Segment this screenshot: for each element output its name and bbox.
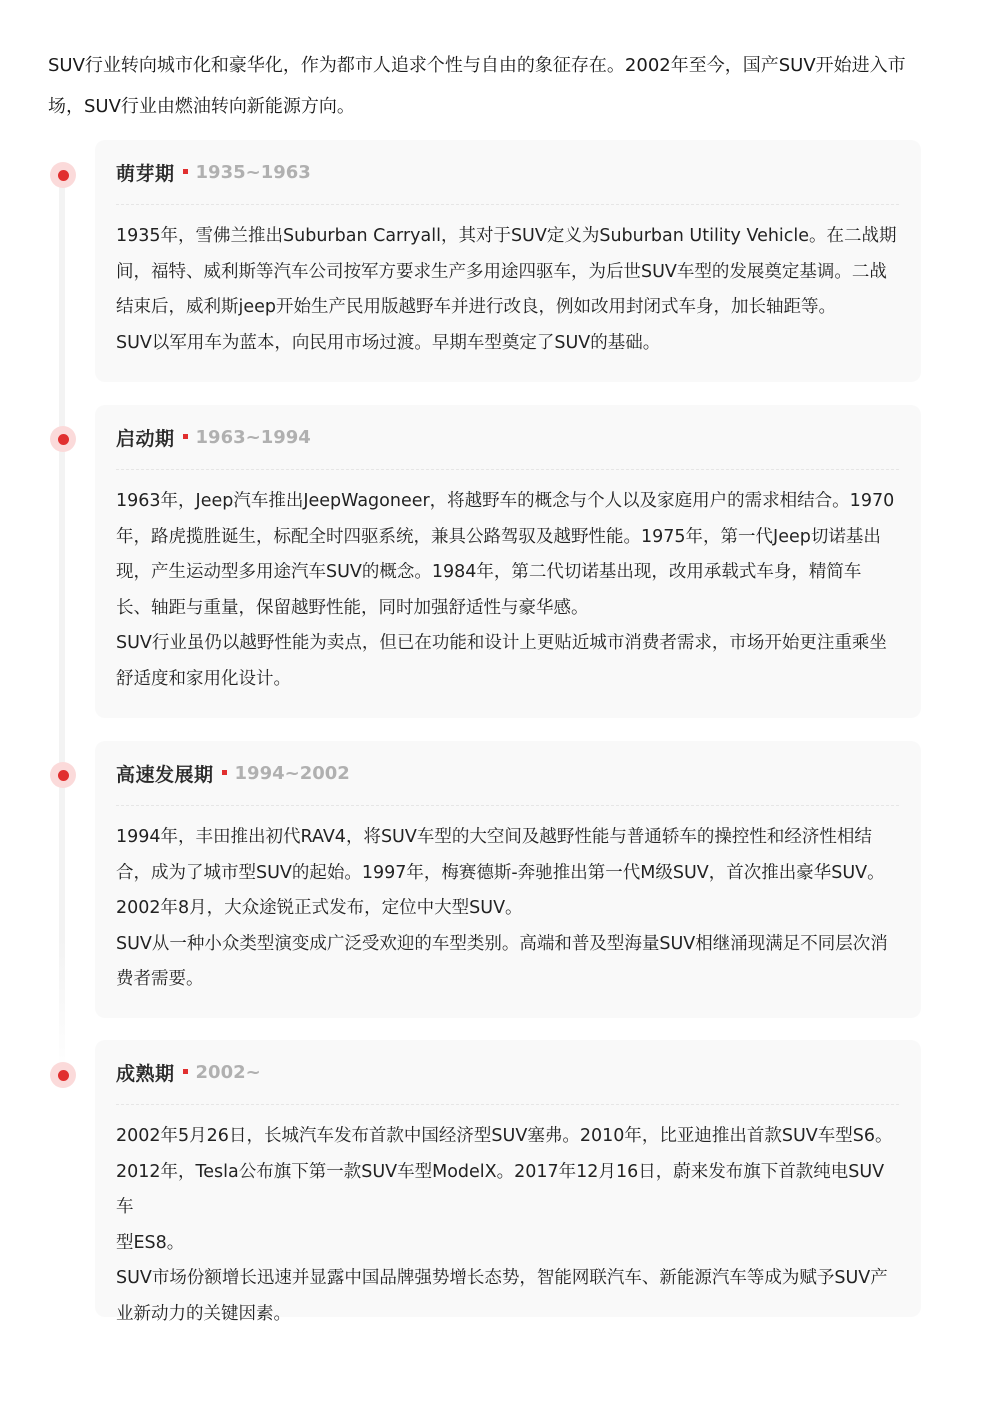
stage-period: 1963~1994	[195, 426, 311, 448]
body-line: 业新动力的关键因素。	[116, 1303, 291, 1324]
stage-title: 萌芽期	[116, 162, 175, 185]
stage-body	[116, 484, 899, 697]
body-line: 1994年，丰田推出初代RAV4，将SUV车型的大空间及越野性能与普通轿车的操控性和经济性相结	[116, 827, 872, 847]
stage-body	[116, 1119, 899, 1332]
body-line: 1935年，雪佛兰推出Suburban Carryall，其对于SUV定义为Suburban Utility Vehicle。在二战期	[116, 226, 897, 246]
body-line: 间，福特、威利斯等汽车公司按军方要求生产多用途四驱车，为后世SUV车型的发展奠定基调。二战	[116, 261, 887, 282]
body-line: SUV行业虽仍以越野性能为卖点，但已在功能和设计上更贴近城市消费者需求，市场开始更注重乘坐	[116, 633, 887, 653]
timeline-dot	[50, 426, 76, 452]
timeline-dot	[50, 762, 76, 788]
body-line: 2012年，Tesla公布旗下第一款SUV车型ModelX。2017年12月16日，蔚来发布旗下首款纯电SUV车	[116, 1161, 885, 1217]
intro-line: SUV行业转向城市化和豪华化，作为都市人追求个性与自由的象征存在。2002年至今，国产SUV开始进入市	[48, 55, 906, 76]
stage-header	[116, 405, 899, 470]
intro-paragraph	[48, 45, 908, 127]
body-line: 结束后，威利斯jeep开始生产民用版越野车并进行改良，例如改用封闭式车身，加长轴距等。	[116, 297, 837, 317]
body-line: 1963年，Jeep汽车推出JeepWagoneer，将越野车的概念与个人以及家庭用户的需求相结合。1970	[116, 491, 895, 511]
separator-square-icon	[183, 434, 188, 439]
stage-period: 2002~	[195, 1061, 261, 1083]
stage-card-startup	[95, 405, 921, 718]
separator-square-icon	[222, 770, 227, 775]
body-line: 2002年8月，大众途锐正式发布，定位中大型SUV。	[116, 898, 523, 918]
body-line: 2002年5月26日，长城汽车发布首款中国经济型SUV塞弗。2010年，比亚迪推出首款SUV车型S6。	[116, 1126, 893, 1146]
body-line: SUV从一种小众类型演变成广泛受欢迎的车型类别。高端和普及型海量SUV相继涌现满足不同层次消	[116, 933, 888, 954]
timeline-line	[59, 175, 65, 1075]
timeline-dot	[50, 1062, 76, 1088]
stage-card-maturity	[95, 1040, 921, 1324]
body-line: 年，路虎揽胜诞生，标配全时四驱系统，兼具公路驾驭及越野性能。1975年，第一代Jeep切诺基出	[116, 526, 881, 547]
stage-card-germination	[95, 140, 921, 382]
body-line: 合，成为了城市型SUV的起始。1997年，梅赛德斯-奔驰推出第一代M级SUV，首次推出豪华SUV。	[116, 862, 885, 883]
stage-header	[116, 741, 899, 806]
separator-square-icon	[183, 169, 188, 174]
body-line: 型ES8。	[116, 1232, 185, 1253]
body-line: 舒适度和家用化设计。	[116, 668, 291, 689]
body-line: SUV市场份额增长迅速并显露中国品牌强势增长态势，智能网联汽车、新能源汽车等成为赋予SUV产	[116, 1268, 888, 1288]
stage-title: 高速发展期	[116, 763, 214, 786]
body-line: 现，产生运动型多用途汽车SUV的概念。1984年，第二代切诺基出现，改用承载式车身，精简车	[116, 562, 862, 582]
body-line: 长、轴距与重量，保留越野性能，同时加强舒适性与豪华感。	[116, 597, 589, 618]
body-line: SUV以军用车为蓝本，向民用市场过渡。早期车型奠定了SUV的基础。	[116, 332, 661, 353]
stage-body	[116, 219, 899, 361]
body-line: 费者需要。	[116, 969, 204, 989]
stage-period: 1994~2002	[234, 762, 350, 784]
stage-title: 成熟期	[116, 1062, 175, 1085]
intro-line: 场，SUV行业由燃油转向新能源方向。	[48, 96, 355, 117]
separator-square-icon	[183, 1069, 188, 1074]
stage-header	[116, 140, 899, 205]
timeline-dot	[50, 162, 76, 188]
stage-title: 启动期	[116, 427, 175, 450]
stage-header	[116, 1040, 899, 1105]
stage-period: 1935~1963	[195, 161, 311, 183]
stage-body	[116, 820, 899, 998]
stage-card-rapid-growth	[95, 741, 921, 1018]
